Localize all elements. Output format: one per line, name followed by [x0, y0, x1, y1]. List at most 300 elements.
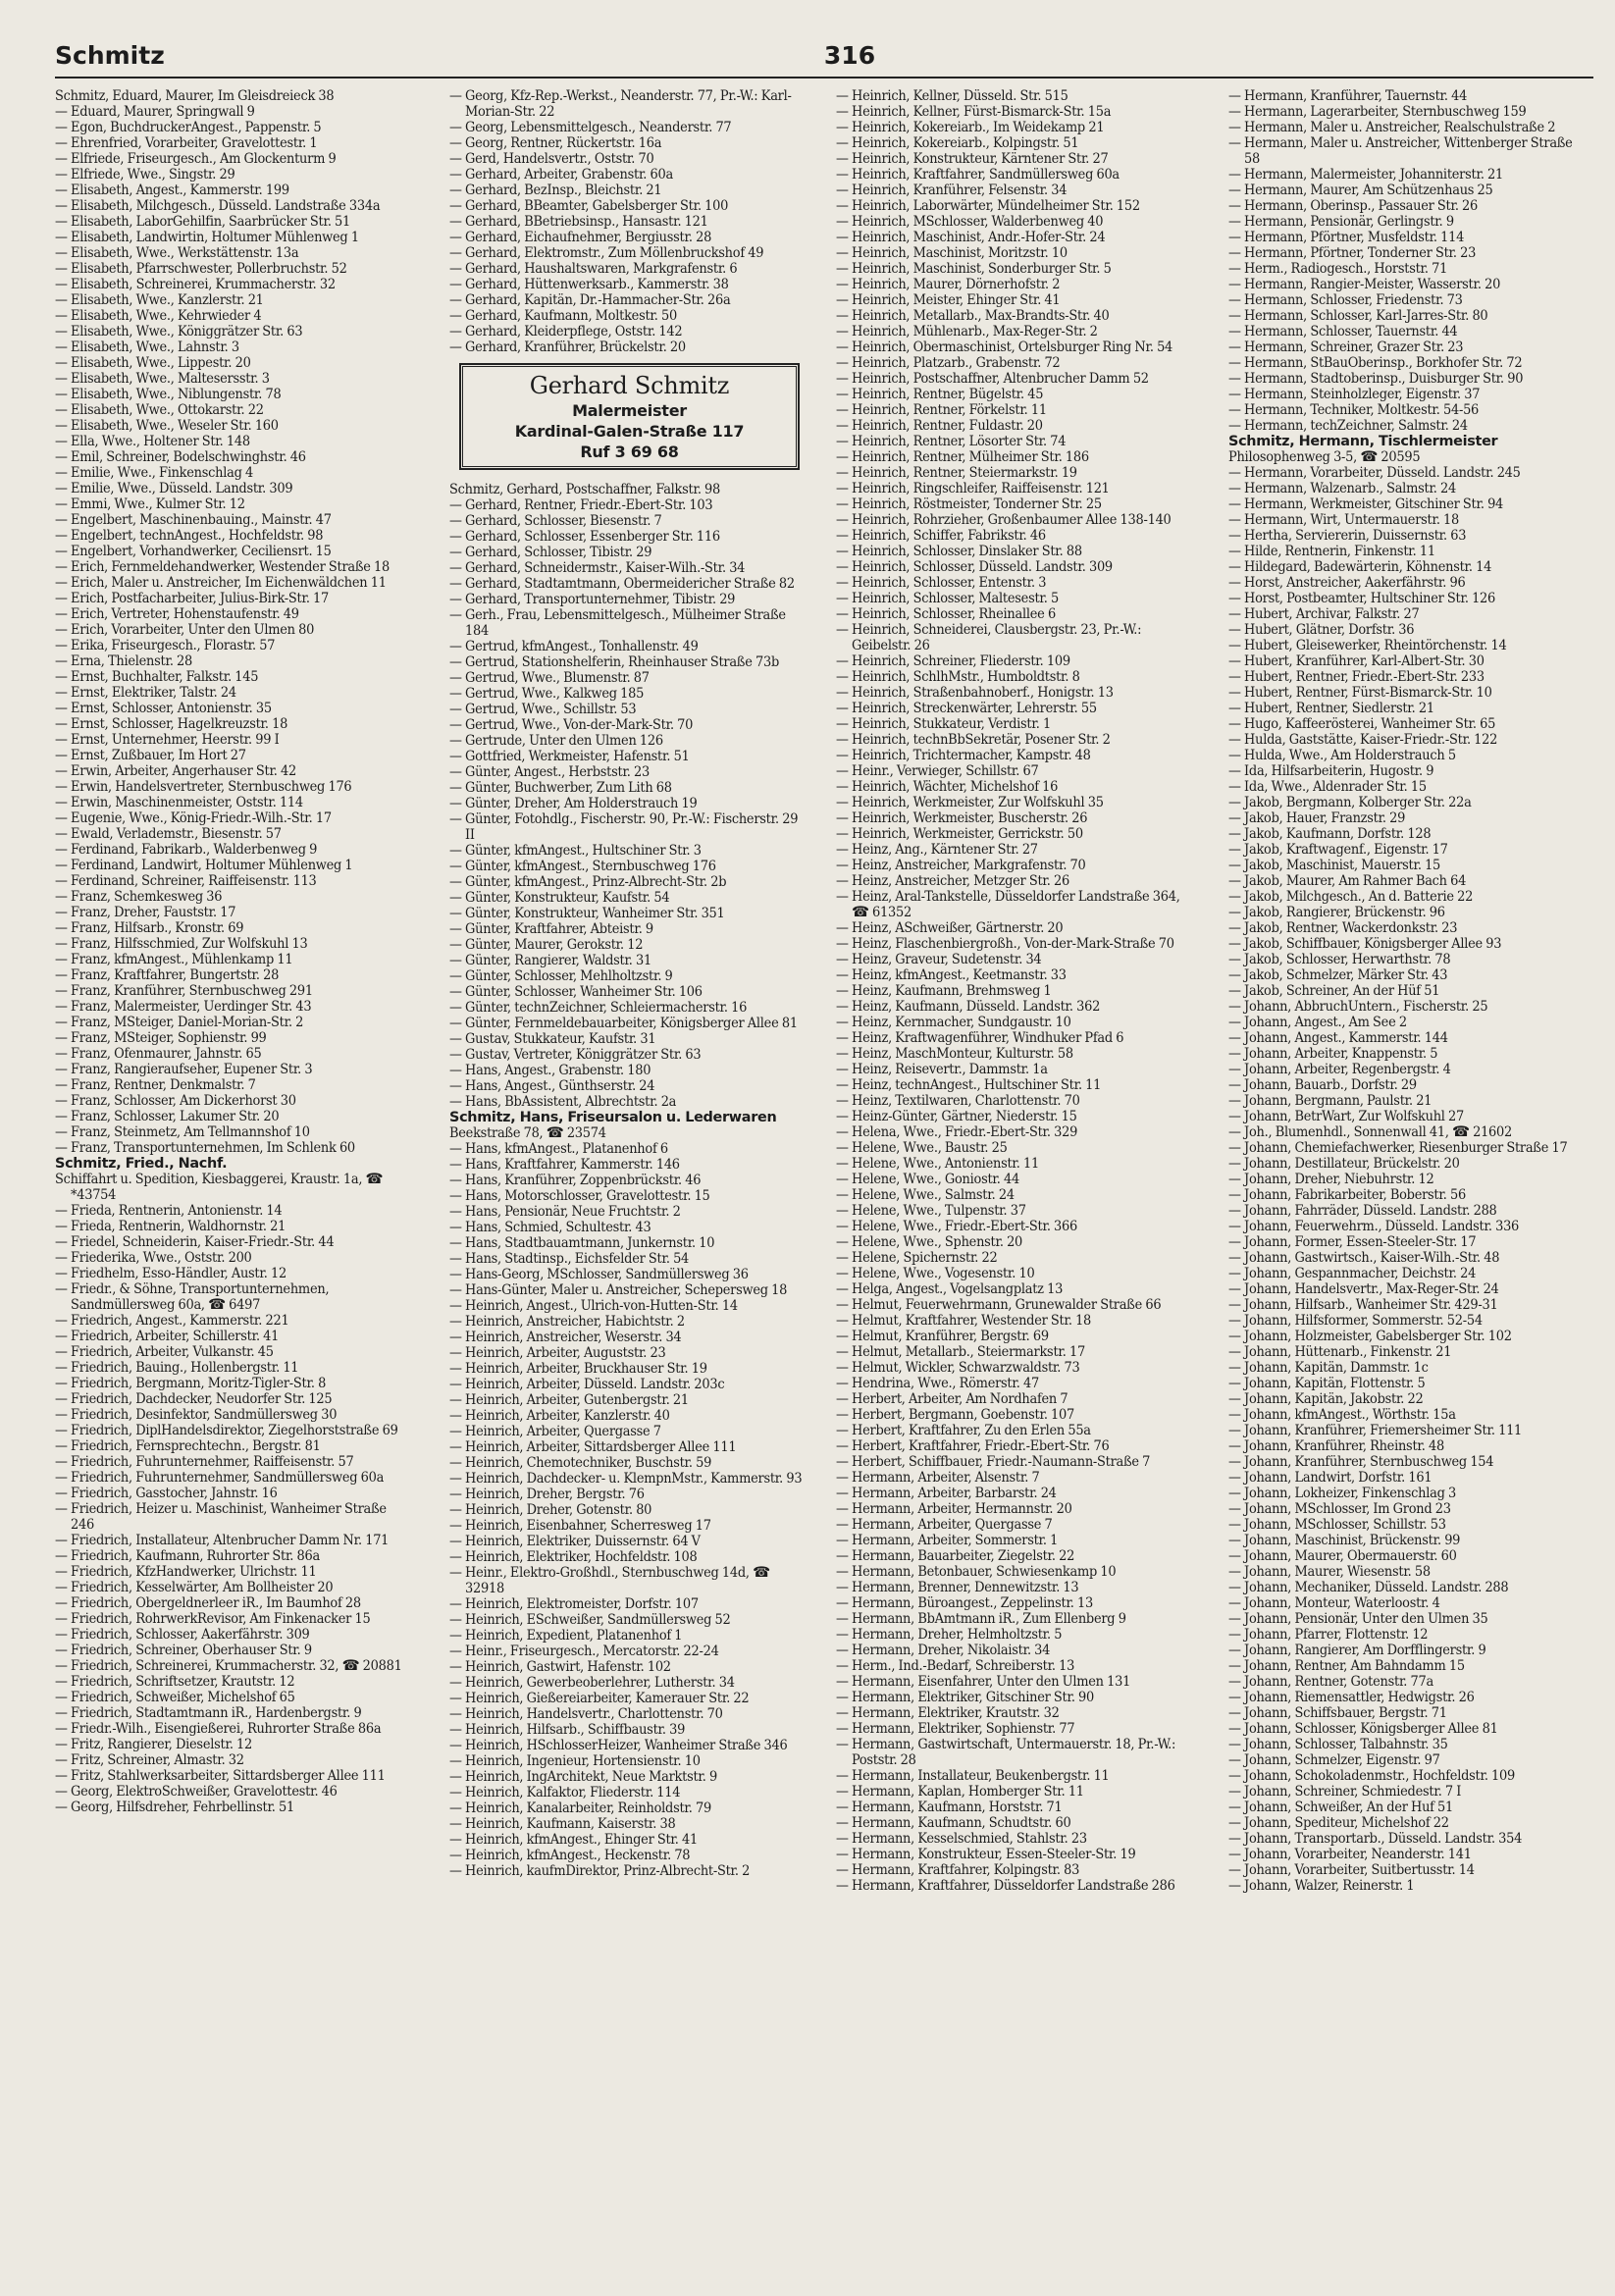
directory-entry: — Johann, Riemensattler, Hedwigstr. 26: [1228, 1690, 1475, 1705]
directory-entry: — Franz, Hilfsschmied, Zur Wolfskuhl 13: [55, 936, 308, 952]
directory-column-2: [449, 88, 808, 1879]
directory-entry: — Günter, Rangierer, Waldstr. 31: [449, 953, 652, 968]
directory-entry: — Heinrich, Arbeiter, Gutenbergstr. 21: [449, 1392, 689, 1408]
directory-entry: — Hermann, Walzenarb., Salmstr. 24: [1228, 481, 1456, 496]
directory-entry: — Helene, Wwe., Goniostr. 44: [836, 1172, 1019, 1187]
directory-column-4: [1228, 88, 1587, 1894]
directory-entry: — Heinrich, Obermaschinist, Ortelsburger Ring Nr. 54: [836, 339, 1173, 355]
directory-entry: — Hermann, Betonbauer, Schwiesenkamp 10: [836, 1564, 1117, 1580]
directory-entry: — Hermann, Wirt, Untermauerstr. 18: [1228, 512, 1460, 528]
directory-entry: — Friedrich, Dachdecker, Neudorfer Str. 125: [55, 1391, 333, 1407]
directory-entry: — Johann, Pfarrer, Flottenstr. 12: [1228, 1627, 1429, 1643]
directory-entry: — Johann, Feuerwehrm., Düsseld. Landstr. 336: [1228, 1219, 1520, 1234]
directory-entry: — Elisabeth, Landwirtin, Holtumer Mühlenweg 1: [55, 230, 359, 245]
directory-entry: — Johann, Schlosser, Talbahnstr. 35: [1228, 1737, 1448, 1752]
directory-entry: — Heinrich, Arbeiter, Quergasse 7: [449, 1424, 661, 1439]
directory-entry: — Heinrich, Expedient, Platanenhof 1: [449, 1628, 683, 1644]
directory-entry: — Hans, Pensionär, Neue Fruchtstr. 2: [449, 1204, 681, 1220]
directory-entry: — Heinrich, HSchlosserHeizer, Wanheimer Straße 346: [449, 1738, 788, 1753]
directory-entry: — Ernst, Zußbauer, Im Hort 27: [55, 748, 246, 763]
directory-entry: — Heinrich, Mühlenarb., Max-Reger-Str. 2: [836, 324, 1098, 339]
directory-entry: — Johann, Bergmann, Paulstr. 21: [1228, 1093, 1433, 1109]
directory-entry: — Heinrich, Kokereiarb., Im Weidekamp 21: [836, 120, 1105, 135]
directory-entry: — Johann, Transportarb., Düsseld. Landstr. 354: [1228, 1831, 1523, 1847]
directory-entry: — Heinrich, Kranführer, Felsenstr. 34: [836, 183, 1068, 198]
directory-entry: — Emilie, Wwe., Finkenschlag 4: [55, 465, 253, 481]
directory-entry: — Hans, Angest., Grabenstr. 180: [449, 1063, 651, 1078]
directory-entry: — Heinz, Anstreicher, Metzger Str. 26: [836, 873, 1069, 889]
directory-entry: — Franz, Steinmetz, Am Tellmannshof 10: [55, 1124, 310, 1140]
directory-entry: Schmitz, Fried., Nachf.: [55, 1156, 228, 1172]
directory-entry: — Günter, technZeichner, Schleiermacherstr. 16: [449, 1000, 748, 1016]
directory-entry: — Hermann, Arbeiter, Barbarstr. 24: [836, 1486, 1057, 1501]
directory-entry: — Heinrich, Postschaffner, Altenbrucher Damm 52: [836, 371, 1149, 387]
directory-entry: Schmitz, Hermann, Tischlermeister: [1228, 434, 1498, 449]
directory-column-3: [836, 88, 1194, 1894]
directory-entry: — Heinrich, Gewerbeoberlehrer, Lutherstr. 34: [449, 1675, 735, 1691]
directory-entry: — Heinrich, kaufmDirektor, Prinz-Albrecht-Str. 2: [449, 1863, 751, 1879]
directory-entry: — Hermann, Büroangest., Zeppelinstr. 13: [836, 1595, 1093, 1611]
directory-entry: — Erich, Maler u. Anstreicher, Im Eichenwäldchen 11: [55, 575, 387, 591]
directory-entry: — Ewald, Verlademstr., Biesenstr. 57: [55, 826, 282, 842]
directory-entry: — Hermann, Arbeiter, Sommerstr. 1: [836, 1533, 1059, 1548]
directory-entry: — Johann, Gespannmacher, Deichstr. 24: [1228, 1266, 1477, 1281]
directory-entry: — Heinrich, Handelsvertr., Charlottenstr. 70: [449, 1706, 723, 1722]
directory-entry: — Heinrich, Elektriker, Duissernstr. 64 V: [449, 1534, 701, 1549]
directory-entry: — Günter, Angest., Herbststr. 23: [449, 764, 650, 780]
directory-entry: — Gerhard, Kleiderpflege, Oststr. 142: [449, 324, 683, 339]
directory-entry: — Friedel, Schneiderin, Kaiser-Friedr.-Str. 44: [55, 1234, 335, 1250]
directory-entry: — Gustav, Vertreter, Königgrätzer Str. 63: [449, 1047, 702, 1063]
directory-entry: — Heinrich, Konstrukteur, Kärntener Str. 27: [836, 151, 1109, 167]
directory-entry: — Hermann, Schlosser, Tauernstr. 44: [1228, 324, 1458, 339]
directory-entry: — Heinr., Elektro-Großhdl., Sternbuschweg 14d, ☎ 32918: [449, 1565, 770, 1596]
directory-entry: — Hermann, Elektriker, Sophienstr. 77: [836, 1721, 1075, 1737]
directory-entry: — Heinrich, Kellner, Düsseld. Str. 515: [836, 88, 1068, 104]
directory-entry: — Franz, Schemkesweg 36: [55, 889, 223, 905]
directory-entry: — Heinrich, Rentner, Förkelstr. 11: [836, 402, 1047, 418]
directory-entry: — Emil, Schreiner, Bodelschwinghstr. 46: [55, 449, 306, 465]
directory-entry: — Johann, Maurer, Wiesenstr. 58: [1228, 1564, 1431, 1580]
directory-entry: — Hans, kfmAngest., Platanenhof 6: [449, 1141, 668, 1157]
directory-entry: — Helmut, Feuerwehrmann, Grunewalder Straße 66: [836, 1297, 1162, 1313]
directory-entry: — Gertrud, Stationshelferin, Rheinhauser Straße 73b: [449, 654, 779, 670]
directory-entry: — Heinz, Kaufmann, Düsseld. Landstr. 362: [836, 999, 1101, 1015]
directory-entry: — Gertrud, kfmAngest., Tonhallenstr. 49: [449, 639, 699, 654]
directory-column-1: [55, 88, 413, 1815]
directory-entry: — Ernst, Elektriker, Talstr. 24: [55, 685, 236, 701]
directory-entry: — Helmut, Kraftfahrer, Westender Str. 18: [836, 1313, 1092, 1329]
directory-entry: — Hulda, Wwe., Am Holderstrauch 5: [1228, 748, 1456, 763]
directory-entry: — Heinz, Flaschenbiergroßh., Von-der-Mark-Straße 70: [836, 936, 1174, 952]
directory-entry: — Franz, Kraftfahrer, Bungertstr. 28: [55, 967, 280, 983]
directory-entry: — Heinrich, Werkmeister, Gerrickstr. 50: [836, 826, 1083, 842]
directory-entry: — Johann, Fabrikarbeiter, Boberstr. 56: [1228, 1187, 1466, 1203]
directory-entry: — Franz, Kranführer, Sternbuschweg 291: [55, 983, 313, 999]
directory-entry: — Hermann, Pförtner, Musfeldstr. 114: [1228, 230, 1465, 245]
directory-entry: — Johann, BetrWart, Zur Wolfskuhl 27: [1228, 1109, 1465, 1124]
directory-entry: — Hermann, Konstrukteur, Essen-Steeler-Str. 19: [836, 1847, 1136, 1862]
directory-entry: — Fritz, Schreiner, Almastr. 32: [55, 1752, 244, 1768]
directory-entry: — Heinrich, Kokereiarb., Kolpingstr. 51: [836, 135, 1079, 151]
directory-entry: — Helene, Wwe., Tulpenstr. 37: [836, 1203, 1026, 1219]
ad-business-name: Gerhard Schmitz: [529, 372, 730, 399]
directory-entry: — Gerhard, Kapitän, Dr.-Hammacher-Str. 26a: [449, 292, 731, 308]
directory-entry: — Heinrich, Maurer, Dörnerhofstr. 2: [836, 277, 1061, 292]
directory-entry: — Johann, Arbeiter, Knappenstr. 5: [1228, 1046, 1438, 1062]
directory-entry: — Johann, Destillateur, Brückelstr. 20: [1228, 1156, 1460, 1172]
directory-entry: — Elisabeth, Schreinerei, Krummacherstr. 32: [55, 277, 336, 292]
directory-entry: — Jakob, Rangierer, Brückenstr. 96: [1228, 905, 1445, 920]
directory-entry: — Jakob, Schlosser, Herwarthstr. 78: [1228, 952, 1451, 967]
directory-entry: — Heinrich, Schlosser, Düsseld. Landstr. 309: [836, 559, 1113, 575]
directory-entry: — Günter, Konstrukteur, Wanheimer Str. 351: [449, 906, 725, 921]
directory-entry: — Gerhard, Stadtamtmann, Obermeidericher Straße 82: [449, 576, 795, 592]
directory-entry: — Engelbert, Maschinenbauing., Mainstr. 47: [55, 512, 332, 528]
directory-entry: — Hilde, Rentnerin, Finkenstr. 11: [1228, 544, 1435, 559]
directory-entry: — Hendrina, Wwe., Römerstr. 47: [836, 1376, 1039, 1391]
directory-entry: — Hermann, StBauOberinsp., Borkhofer Str. 72: [1228, 355, 1523, 371]
directory-entry: — Hermann, techZeichner, Salmstr. 24: [1228, 418, 1468, 434]
directory-entry: — Hugo, Kaffeerösterei, Wanheimer Str. 65: [1228, 716, 1496, 732]
directory-entry: — Franz, Schlosser, Am Dickerhorst 30: [55, 1093, 296, 1109]
directory-entry: — Hans, Schmied, Schultestr. 43: [449, 1220, 651, 1235]
directory-entry: — Franz, MSteiger, Daniel-Morian-Str. 2: [55, 1015, 304, 1030]
directory-entry: — Friedrich, Fernsprechtechn., Bergstr. 81: [55, 1438, 321, 1454]
directory-entry: — Johann, Bauarb., Dorfstr. 29: [1228, 1077, 1417, 1093]
directory-entry: — Franz, Rangieraufseher, Eupener Str. 3: [55, 1062, 313, 1077]
directory-entry: — Hermann, Malermeister, Johanniterstr. 21: [1228, 167, 1504, 183]
directory-entry: — Gerhard, Schneidermstr., Kaiser-Wilh.-Str. 34: [449, 560, 746, 576]
directory-entry: — Günter, kfmAngest., Hultschiner Str. 3: [449, 843, 702, 859]
directory-entry: Schiffahrt u. Spedition, Kiesbaggerei, Kraustr. 1a, ☎ *43754: [55, 1172, 384, 1203]
directory-entry: — Heinz, Textilwaren, Charlottenstr. 70: [836, 1093, 1080, 1109]
directory-entry: — Heinrich, Schlosser, Entenstr. 3: [836, 575, 1047, 591]
directory-entry: — Heinrich, Arbeiter, Bruckhauser Str. 19: [449, 1361, 707, 1377]
directory-entry: — Hermann, Kranführer, Tauernstr. 44: [1228, 88, 1468, 104]
directory-entry: — Erwin, Handelsvertreter, Sternbuschweg 176: [55, 779, 352, 795]
directory-entry: — Hans, Kraftfahrer, Kammerstr. 146: [449, 1157, 680, 1173]
directory-entry: — Heinrich, Trichtermacher, Kampstr. 48: [836, 748, 1091, 763]
directory-entry: — Johann, Fahrräder, Düsseld. Landstr. 288: [1228, 1203, 1497, 1219]
directory-entry: — Gerhard, Arbeiter, Grabenstr. 60a: [449, 167, 673, 183]
directory-entry: — Herm., Radiogesch., Horststr. 71: [1228, 261, 1448, 277]
directory-entry: — Heinrich, Arbeiter, Auguststr. 23: [449, 1345, 666, 1361]
directory-entry: — Gerd, Handelsvertr., Oststr. 70: [449, 151, 654, 167]
directory-entry: — Georg, Kfz-Rep.-Werkst., Neanderstr. 77, Pr.-W.: Karl-Morian-Str. 22: [449, 88, 792, 120]
page-header: [55, 37, 1593, 78]
directory-entry: — Johann, Hilfsformer, Sommerstr. 52-54: [1228, 1313, 1483, 1329]
directory-entry: — Friedrich, Bergmann, Moritz-Tigler-Str. 8: [55, 1376, 327, 1391]
directory-entry: — Hans, Motorschlosser, Gravelottestr. 15: [449, 1188, 710, 1204]
directory-entry: — Johann, Hüttenarb., Finkenstr. 21: [1228, 1344, 1452, 1360]
directory-entry: — Hermann, Brenner, Dennewitzstr. 13: [836, 1580, 1079, 1595]
directory-entry: — Gertrude, Unter den Ulmen 126: [449, 733, 663, 749]
directory-entry: — Heinr., Friseurgesch., Mercatorstr. 22-24: [449, 1644, 719, 1659]
directory-entry: — Günter, kfmAngest., Prinz-Albrecht-Str. 2b: [449, 874, 727, 890]
directory-entry: — Gerhard, Schlosser, Essenberger Str. 116: [449, 529, 720, 545]
directory-entry: — Franz, MSteiger, Sophienstr. 99: [55, 1030, 267, 1046]
directory-entry: — Johann, Pensionär, Unter den Ulmen 35: [1228, 1611, 1488, 1627]
directory-entry: — Heinrich, Ringschleifer, Raiffeisenstr. 121: [836, 481, 1110, 496]
directory-entry: — Johann, Holzmeister, Gabelsberger Str. 102: [1228, 1329, 1512, 1344]
directory-entry: — Heinrich, Ingenieur, Hortensienstr. 10: [449, 1753, 701, 1769]
directory-entry: — Hermann, Bauarbeiter, Ziegelstr. 22: [836, 1548, 1075, 1564]
directory-entry: — Hermann, Eisenfahrer, Unter den Ulmen 131: [836, 1674, 1131, 1690]
directory-entry: — Heinz, kfmAngest., Keetmanstr. 33: [836, 967, 1067, 983]
directory-entry: — Ella, Wwe., Holtener Str. 148: [55, 434, 250, 449]
directory-entry: — Gerhard, Haushaltswaren, Markgrafenstr. 6: [449, 261, 738, 277]
directory-entry: — Georg, Lebensmittelgesch., Neanderstr. 77: [449, 120, 732, 135]
directory-entry: — Georg, Hilfsdreher, Fehrbellinstr. 51: [55, 1800, 294, 1815]
directory-entry: — Heinz, Graveur, Sudetenstr. 34: [836, 952, 1042, 967]
directory-entry: — Friedrich, Bauing., Hollenbergstr. 11: [55, 1360, 299, 1376]
directory-entry: — Elisabeth, Wwe., Maltesersstr. 3: [55, 371, 270, 387]
directory-entry: — Hans, Angest., Günthserstr. 24: [449, 1078, 655, 1094]
directory-entry: — Hubert, Archivar, Falkstr. 27: [1228, 606, 1420, 622]
directory-entry: — Erwin, Arbeiter, Angerhauser Str. 42: [55, 763, 296, 779]
directory-entry: — Georg, ElektroSchweißer, Gravelottestr. 46: [55, 1784, 338, 1800]
directory-entry: — Heinrich, SchlhMstr., Humboldtstr. 8: [836, 669, 1080, 685]
directory-entry: Schmitz, Gerhard, Postschaffner, Falkstr. 98: [449, 482, 721, 497]
directory-entry: — Heinr., Verwieger, Schillstr. 67: [836, 763, 1039, 779]
directory-entry: — Friedrich, DiplHandelsdirektor, Ziegelhorststraße 69: [55, 1423, 398, 1438]
directory-entry: — Gerhard, Transportunternehmer, Tibistr. 29: [449, 592, 736, 607]
directory-entry: — Johann, Kapitän, Flottenstr. 5: [1228, 1376, 1426, 1391]
directory-entry: — Heinrich, ESchweißer, Sandmüllersweg 52: [449, 1612, 731, 1628]
directory-entry: — Hermann, Kraftfahrer, Kolpingstr. 83: [836, 1862, 1080, 1878]
directory-entry: — Gertrud, Wwe., Blumenstr. 87: [449, 670, 650, 686]
directory-entry: — Hermann, Pförtner, Tonderner Str. 23: [1228, 245, 1477, 261]
directory-entry: — Heinrich, Kellner, Fürst-Bismarck-Str. 15a: [836, 104, 1112, 120]
directory-entry: — Heinrich, Schreiner, Fliederstr. 109: [836, 653, 1070, 669]
directory-entry: — Günter, Konstrukteur, Kaufstr. 54: [449, 890, 670, 906]
directory-entry: — Heinrich, Streckenwärter, Lehrerstr. 55: [836, 701, 1097, 716]
directory-entry: — Herbert, Kraftfahrer, Friedr.-Ebert-Str. 76: [836, 1438, 1110, 1454]
page-number: 316: [823, 41, 876, 70]
directory-entry: — Heinz-Günter, Gärtner, Niederstr. 15: [836, 1109, 1077, 1124]
directory-entry: — Johann, Schmelzer, Eigenstr. 97: [1228, 1752, 1440, 1768]
directory-entry: — Elisabeth, Wwe., Weseler Str. 160: [55, 418, 279, 434]
directory-entry: — Erich, Vorarbeiter, Unter den Ulmen 80: [55, 622, 315, 638]
directory-entry: — Heinrich, kfmAngest., Ehinger Str. 41: [449, 1832, 698, 1848]
directory-entry: — Gertrud, Wwe., Von-der-Mark-Str. 70: [449, 717, 694, 733]
directory-entry: — Hans-Günter, Maler u. Anstreicher, Schepersweg 18: [449, 1282, 788, 1298]
directory-entry: — Johann, Dreher, Niebuhrstr. 12: [1228, 1172, 1434, 1187]
directory-entry: — Herbert, Bergmann, Goebenstr. 107: [836, 1407, 1075, 1423]
directory-entry: — Johann, Angest., Kammerstr. 144: [1228, 1030, 1448, 1046]
directory-entry: — Hermann, Schreiner, Grazer Str. 23: [1228, 339, 1464, 355]
directory-entry: Schmitz, Eduard, Maurer, Im Gleisdreieck 38: [55, 88, 335, 104]
directory-entry: — Friedrich, Kaufmann, Ruhrorter Str. 86a: [55, 1548, 320, 1564]
directory-entry: — Elisabeth, Wwe., Kanzlerstr. 21: [55, 292, 264, 308]
directory-entry: — Heinrich, Arbeiter, Kanzlerstr. 40: [449, 1408, 670, 1424]
directory-entry: — Heinrich, IngArchitekt, Neue Marktstr. 9: [449, 1769, 717, 1785]
directory-entry: — Hubert, Rentner, Friedr.-Ebert-Str. 233: [1228, 669, 1485, 685]
directory-entry: — Günter, kfmAngest., Sternbuschweg 176: [449, 859, 716, 874]
directory-entry: — Hildegard, Badewärterin, Köhnenstr. 14: [1228, 559, 1492, 575]
directory-entry: — Elfriede, Wwe., Singstr. 29: [55, 167, 235, 183]
directory-entry: — Helene, Wwe., Baustr. 25: [836, 1140, 1008, 1156]
directory-entry: — Elisabeth, Wwe., Lahnstr. 3: [55, 339, 239, 355]
directory-entry: — Hermann, Elektriker, Krautstr. 32: [836, 1705, 1060, 1721]
directory-entry: — Frieda, Rentnerin, Antonienstr. 14: [55, 1203, 283, 1219]
directory-entry: — Heinz, Kaufmann, Brehmsweg 1: [836, 983, 1052, 999]
directory-entry: — Hermann, Kaplan, Homberger Str. 11: [836, 1784, 1084, 1800]
directory-entry: — Ernst, Buchhalter, Falkstr. 145: [55, 669, 259, 685]
directory-entry: — Hermann, Werkmeister, Gitschiner Str. 94: [1228, 496, 1504, 512]
directory-entry: — Hermann, Schlosser, Friedenstr. 73: [1228, 292, 1463, 308]
directory-entry: — Ernst, Schlosser, Antonienstr. 35: [55, 701, 272, 716]
directory-entry: — Frieda, Rentnerin, Waldhornstr. 21: [55, 1219, 287, 1234]
directory-entry: — Hans, Stadtinsp., Eichsfelder Str. 54: [449, 1251, 690, 1267]
directory-entry: — Hermann, Dreher, Helmholtzstr. 5: [836, 1627, 1063, 1643]
directory-entry: — Heinrich, kfmAngest., Heckenstr. 78: [449, 1848, 691, 1863]
directory-entry: — Joh., Blumenhdl., Sonnenwall 41, ☎ 21602: [1228, 1124, 1513, 1140]
directory-entry: — Hermann, Techniker, Moltkestr. 54-56: [1228, 402, 1480, 418]
directory-entry: — Erna, Thielenstr. 28: [55, 653, 193, 669]
directory-entry: — Gerhard, Eichaufnehmer, Bergiusstr. 28: [449, 230, 712, 245]
directory-entry: — Ferdinand, Fabrikarb., Walderbenweg 9: [55, 842, 318, 858]
directory-entry: — Johann, Walzer, Reinerstr. 1: [1228, 1878, 1415, 1894]
directory-entry: — Elisabeth, Milchgesch., Düsseld. Landstraße 334a: [55, 198, 381, 214]
directory-entry: — Friedrich, Schweißer, Michelshof 65: [55, 1690, 295, 1705]
directory-entry: — Johann, Rentner, Am Bahndamm 15: [1228, 1658, 1465, 1674]
directory-entry: — Georg, Rentner, Rückertstr. 16a: [449, 135, 662, 151]
directory-entry: — Gerhard, Schlosser, Tibistr. 29: [449, 545, 652, 560]
directory-entry: — Johann, Schlosser, Königsberger Allee 81: [1228, 1721, 1498, 1737]
directory-entry: — Heinrich, Metallarb., Max-Brandts-Str. 40: [836, 308, 1110, 324]
directory-entry: — Herbert, Kraftfahrer, Zu den Erlen 55a: [836, 1423, 1091, 1438]
directory-entry: — Elisabeth, Wwe., Lippestr. 20: [55, 355, 251, 371]
directory-entry: — Helena, Wwe., Friedr.-Ebert-Str. 329: [836, 1124, 1078, 1140]
directory-entry: — Gerhard, Hüttenwerksarb., Kammerstr. 38: [449, 277, 729, 292]
directory-entry: — Gertrud, Wwe., Schillstr. 53: [449, 702, 637, 717]
directory-entry: — Ferdinand, Landwirt, Holtumer Mühlenweg 1: [55, 858, 353, 873]
directory-entry: Philosophenweg 3-5, ☎ 20595: [1228, 449, 1421, 465]
directory-entry: — Franz, Rentner, Denkmalstr. 7: [55, 1077, 256, 1093]
directory-entry: — Johann, Schweißer, An der Huf 51: [1228, 1800, 1454, 1815]
directory-entry: — Hermann, Kaufmann, Schudtstr. 60: [836, 1815, 1071, 1831]
directory-entry: — Günter, Buchwerber, Zum Lith 68: [449, 780, 672, 796]
directory-entry: — Johann, Spediteur, Michelshof 22: [1228, 1815, 1449, 1831]
directory-entry: — Johann, Angest., Am See 2: [1228, 1015, 1407, 1030]
directory-entry: — Friedrich, Obergeldnerleer iR., Im Baumhof 28: [55, 1595, 361, 1611]
directory-entry: — Jakob, Milchgesch., An d. Batterie 22: [1228, 889, 1474, 905]
directory-entry: — Johann, kfmAngest., Wörthstr. 15a: [1228, 1407, 1456, 1423]
directory-entry: — Jakob, Maurer, Am Rahmer Bach 64: [1228, 873, 1467, 889]
directory-entry: — Friedrich, Schriftsetzer, Krautstr. 12: [55, 1674, 295, 1690]
directory-entry: — Heinrich, technBbSekretär, Posener Str. 2: [836, 732, 1111, 748]
directory-entry: — Erika, Friseurgesch., Florastr. 57: [55, 638, 276, 653]
directory-entry: — Helene, Spichernstr. 22: [836, 1250, 998, 1266]
directory-entry: — Gerhard, Kaufmann, Moltkestr. 50: [449, 308, 677, 324]
directory-entry: — Hermann, Maler u. Anstreicher, Wittenberger Straße 58: [1228, 135, 1573, 167]
directory-entry: — Heinrich, Rentner, Mülheimer Str. 186: [836, 449, 1089, 465]
directory-entry: — Johann, Landwirt, Dorfstr. 161: [1228, 1470, 1433, 1486]
directory-entry: — Günter, Fotohdlg., Fischerstr. 90, Pr.-W.: Fischerstr. 29 II: [449, 811, 799, 843]
directory-entry: — Johann, MSchlosser, Im Grond 23: [1228, 1501, 1451, 1517]
directory-entry: — Johann, Maurer, Obermauerstr. 60: [1228, 1548, 1457, 1564]
directory-entry: — Gerhard, BezInsp., Bleichstr. 21: [449, 183, 662, 198]
directory-entry: — Hermann, Elektriker, Gitschiner Str. 90: [836, 1690, 1095, 1705]
directory-entry: — Franz, Dreher, Fauststr. 17: [55, 905, 236, 920]
directory-entry: — Heinrich, Maschinist, Sonderburger Str. 5: [836, 261, 1112, 277]
directory-entry: — Jakob, Schmelzer, Märker Str. 43: [1228, 967, 1448, 983]
directory-entry: — Heinrich, Arbeiter, Düsseld. Landstr. 203c: [449, 1377, 725, 1392]
directory-entry: — Hermann, Lagerarbeiter, Sternbuschweg 159: [1228, 104, 1527, 120]
directory-entry: — Hubert, Kranführer, Karl-Albert-Str. 30: [1228, 653, 1485, 669]
directory-entry: — Franz, kfmAngest., Mühlenkamp 11: [55, 952, 293, 967]
directory-entry: — Heinrich, Arbeiter, Sittardsberger Allee 111: [449, 1439, 737, 1455]
directory-entry: — Emilie, Wwe., Düsseld. Landstr. 309: [55, 481, 293, 496]
directory-entry: — Johann, Hilfsarb., Wanheimer Str. 429-31: [1228, 1297, 1498, 1313]
directory-entry: — Elisabeth, Wwe., Werkstättenstr. 13a: [55, 245, 299, 261]
directory-entry: — Friedrich, Kesselwärter, Am Bollheister 20: [55, 1580, 334, 1595]
directory-entry: — Heinrich, Kalfaktor, Fliederstr. 114: [449, 1785, 681, 1800]
directory-entry: — Franz, Ofenmaurer, Jahnstr. 65: [55, 1046, 262, 1062]
directory-entry: — Jakob, Schreiner, An der Hüf 51: [1228, 983, 1440, 999]
directory-entry: — Günter, Kraftfahrer, Abteistr. 9: [449, 921, 653, 937]
directory-entry: — Erwin, Maschinenmeister, Oststr. 114: [55, 795, 303, 810]
directory-entry: — Elfriede, Friseurgesch., Am Glockenturm 9: [55, 151, 337, 167]
advertisement-box: [459, 363, 800, 470]
directory-entry: — Heinrich, Kaufmann, Kaiserstr. 38: [449, 1816, 676, 1832]
directory-entry: — Johann, Former, Essen-Steeler-Str. 17: [1228, 1234, 1477, 1250]
directory-entry: — Helene, Wwe., Vogesenstr. 10: [836, 1266, 1035, 1281]
directory-entry: — Heinrich, Gießereiarbeiter, Kamerauer Str. 22: [449, 1691, 750, 1706]
directory-entry: — Heinrich, Hilfsarb., Schiffbaustr. 39: [449, 1722, 686, 1738]
directory-entry: — Johann, Vorarbeiter, Suitbertusstr. 14: [1228, 1862, 1475, 1878]
directory-entry: — Ferdinand, Schreiner, Raiffeisenstr. 113: [55, 873, 317, 889]
directory-entry: — Heinz, Anstreicher, Markgrafenstr. 70: [836, 858, 1086, 873]
directory-entry: — Friedr.-Wilh., Eisengießerei, Ruhrorter Straße 86a: [55, 1721, 382, 1737]
directory-entry: — Günter, Schlosser, Wanheimer Str. 106: [449, 984, 703, 1000]
directory-entry: — Johann, AbbruchUntern., Fischerstr. 25: [1228, 999, 1488, 1015]
directory-entry: — Heinrich, Dreher, Bergstr. 76: [449, 1487, 645, 1502]
directory-entry: — Franz, Schlosser, Lakumer Str. 20: [55, 1109, 280, 1124]
directory-entry: — Eduard, Maurer, Springwall 9: [55, 104, 255, 120]
directory-entry: — Gerhard, Schlosser, Biesenstr. 7: [449, 513, 662, 529]
directory-entry: — Gerhard, Rentner, Friedr.-Ebert-Str. 103: [449, 497, 713, 513]
directory-entry: — Heinrich, Elektromeister, Dorfstr. 107: [449, 1596, 699, 1612]
directory-entry: — Friedrich, Installateur, Altenbrucher Damm Nr. 171: [55, 1533, 390, 1548]
directory-entry: — Hermann, Kaufmann, Horststr. 71: [836, 1800, 1063, 1815]
directory-entry: — Gerhard, BBetriebsinsp., Hansastr. 121: [449, 214, 708, 230]
directory-entry: — Gerhard, BBeamter, Gabelsberger Str. 100: [449, 198, 729, 214]
directory-entry: — Heinz, Aral-Tankstelle, Düsseldorfer Landstraße 364, ☎ 61352: [836, 889, 1180, 920]
directory-entry: — Friedrich, RohrwerkRevisor, Am Finkenacker 15: [55, 1611, 371, 1627]
directory-entry: — Friedrich, Heizer u. Maschinist, Wanheimer Straße 246: [55, 1501, 387, 1533]
directory-entry: — Herbert, Schiffbauer, Friedr.-Naumann-Straße 7: [836, 1454, 1151, 1470]
directory-entry: — Gerhard, Elektromstr., Zum Möllenbruckshof 49: [449, 245, 764, 261]
directory-entry: — Elisabeth, LaborGehilfin, Saarbrücker Str. 51: [55, 214, 351, 230]
directory-entry: — Hulda, Gaststätte, Kaiser-Friedr.-Str. 122: [1228, 732, 1498, 748]
directory-entry: — Friedrich, Schreiner, Oberhauser Str. 9: [55, 1643, 312, 1658]
directory-entry: — Franz, Hilfsarb., Kronstr. 69: [55, 920, 244, 936]
directory-entry: — Elisabeth, Wwe., Ottokarstr. 22: [55, 402, 264, 418]
directory-entry: — Heinrich, Schlosser, Dinslaker Str. 88: [836, 544, 1082, 559]
directory-entry: — Johann, Lokheizer, Finkenschlag 3: [1228, 1486, 1456, 1501]
directory-entry: — Johann, Rentner, Gotenstr. 77a: [1228, 1674, 1433, 1690]
directory-entry: — Helene, Wwe., Sphenstr. 20: [836, 1234, 1023, 1250]
directory-entry: — Hermann, Maurer, Am Schützenhaus 25: [1228, 183, 1493, 198]
directory-entry: — Erich, Fernmeldehandwerker, Westender Straße 18: [55, 559, 390, 575]
directory-entry: — Hermann, Dreher, Nikolaistr. 34: [836, 1643, 1051, 1658]
directory-entry: — Elisabeth, Wwe., Königgrätzer Str. 63: [55, 324, 303, 339]
directory-entry: — Heinrich, Kanalarbeiter, Reinholdstr. 79: [449, 1800, 711, 1816]
directory-entry: — Hubert, Rentner, Fürst-Bismarck-Str. 10: [1228, 685, 1492, 701]
